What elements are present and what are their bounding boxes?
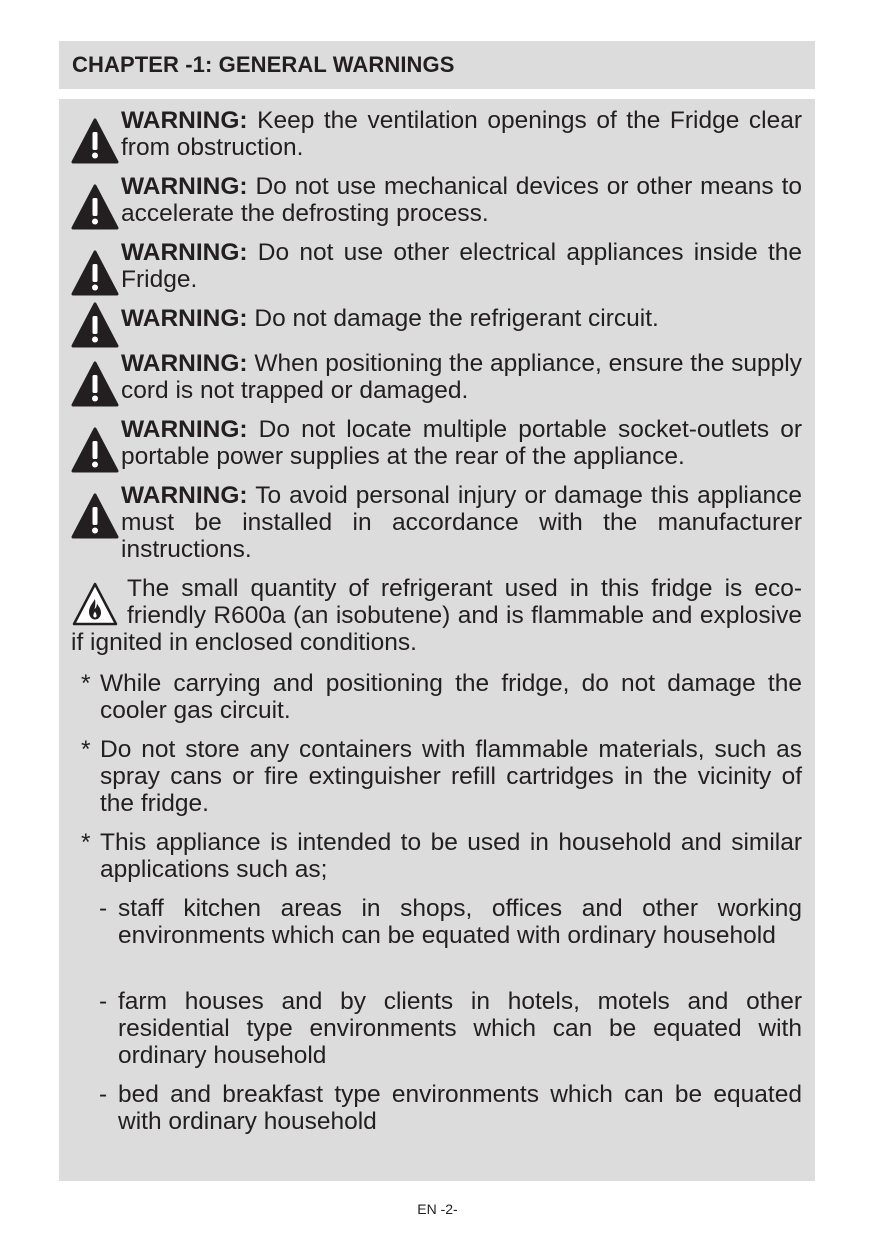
sub-list-item <box>99 1081 802 1135</box>
warning-triangle-icon <box>71 302 119 348</box>
warning-item <box>71 305 802 348</box>
sub-bullet-mark: - <box>99 895 108 922</box>
warning-label: WARNING: <box>121 416 248 443</box>
chapter-header <box>59 41 815 89</box>
warning-item <box>71 350 802 407</box>
warning-text: Do not locate multiple portable socket-outlets or portable power supplies at the rear of the appliance. <box>121 416 802 470</box>
warning-text: When positioning the appliance, ensure the supply cord is not trapped or damaged. <box>121 350 802 404</box>
warning-text: To avoid personal injury or damage this appliance must be installed in accordance with the manufacturer instructions. <box>121 482 802 563</box>
warning-label: WARNING: <box>121 305 248 332</box>
bullet-text: While carrying and positioning the fridge, do not damage the cooler gas circuit. <box>100 670 802 724</box>
warning-item <box>71 239 802 296</box>
sub-bullet-text: bed and breakfast type environments which can be equated with ordinary household <box>118 1081 802 1135</box>
warning-text: Do not use other electrical appliances inside the Fridge. <box>121 239 802 293</box>
warning-text: Keep the ventilation openings of the Fridge clear from obstruction. <box>121 107 802 161</box>
page-number: EN -2- <box>417 1201 458 1217</box>
list-item <box>81 736 802 817</box>
warning-item <box>71 482 802 563</box>
sub-list-item <box>99 988 802 1069</box>
sub-bullet-mark: - <box>99 988 108 1015</box>
warning-triangle-icon <box>71 361 119 407</box>
flammable-warning-icon <box>71 581 119 627</box>
bullet-mark: * <box>81 829 91 856</box>
warning-triangle-icon <box>71 118 119 164</box>
warning-label: WARNING: <box>121 239 248 266</box>
flammable-note <box>71 575 802 656</box>
bullet-mark: * <box>81 670 91 697</box>
warning-label: WARNING: <box>121 350 248 377</box>
warning-triangle-icon <box>71 184 119 230</box>
list-item <box>81 829 802 883</box>
sub-list-item <box>99 895 802 949</box>
bullet-text: Do not store any containers with flammable materials, such as spray cans or fire extinguisher refill cartridges in the vicinity of the fridge. <box>100 736 802 817</box>
warning-label: WARNING: <box>121 482 248 509</box>
warning-text: Do not damage the refrigerant circuit. <box>247 305 659 332</box>
warning-item <box>71 107 802 164</box>
warning-triangle-icon <box>71 427 119 473</box>
warning-text: Do not use mechanical devices or other means to accelerate the defrosting process. <box>121 173 802 227</box>
sub-bullet-mark: - <box>99 1081 108 1108</box>
warning-label: WARNING: <box>121 107 248 134</box>
warning-item <box>71 173 802 230</box>
warning-triangle-icon <box>71 250 119 296</box>
warning-label: WARNING: <box>121 173 248 200</box>
bullet-text: This appliance is intended to be used in household and similar applications such as; <box>100 829 802 883</box>
warning-item <box>71 416 802 473</box>
sub-bullet-text: staff kitchen areas in shops, offices and other working environments which can be equated with ordinary household <box>118 895 802 949</box>
warning-triangle-icon <box>71 493 119 539</box>
list-item <box>81 670 802 724</box>
bullet-mark: * <box>81 736 91 763</box>
warnings-panel <box>59 99 815 1181</box>
sub-bullet-text: farm houses and by clients in hotels, motels and other residential type environments which can be equated with ordinary household <box>118 988 802 1069</box>
flammable-note-text: The small quantity of refrigerant used in this fridge is eco-friendly R600a (an isobutene) and is flammable and explosive if ignited in enclosed conditions. <box>71 575 802 656</box>
chapter-title: CHAPTER -1: GENERAL WARNINGS <box>72 52 455 77</box>
